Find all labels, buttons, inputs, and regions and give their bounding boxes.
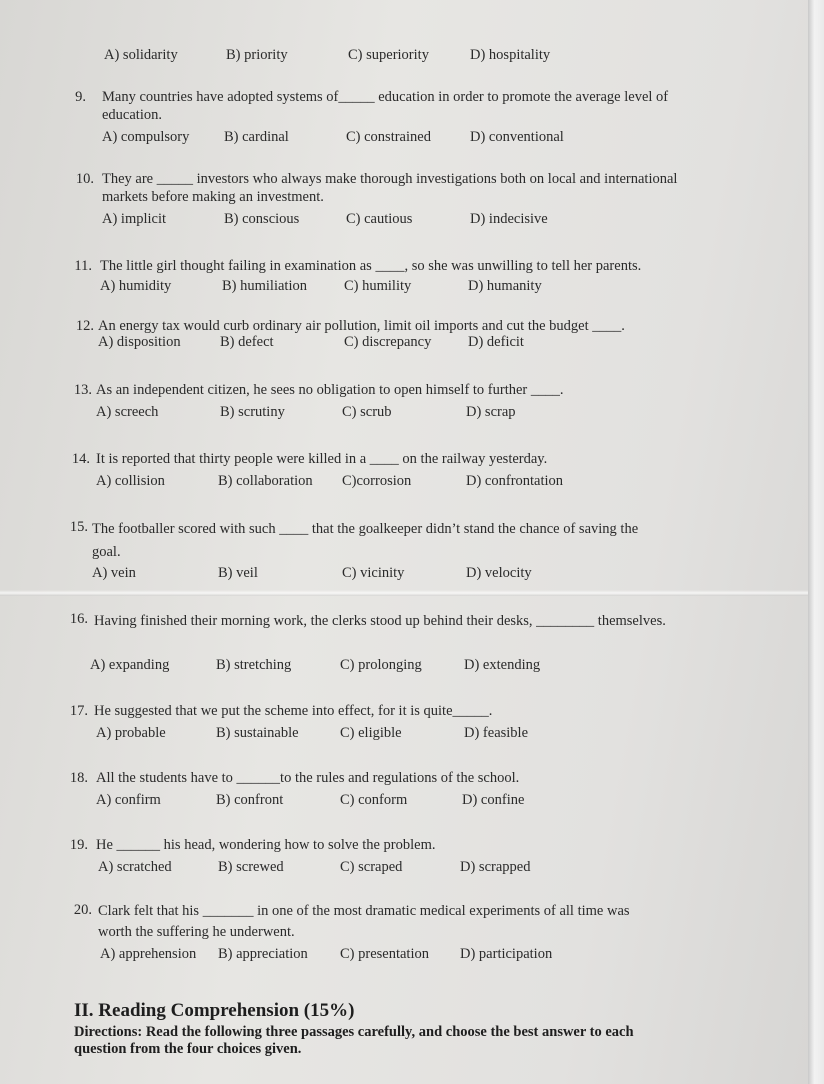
option-a: A) vein [92, 565, 136, 581]
option-a: A) collision [96, 473, 165, 489]
option-b: B) collaboration [218, 473, 313, 489]
option-d: D) humanity [468, 278, 542, 294]
question-stem: Many countries have adopted systems of_____ education in order to promote the average level of education. [102, 89, 669, 123]
question-number: 15. [69, 519, 88, 535]
option-c: C) scraped [340, 859, 403, 875]
question-number: 13. [73, 382, 92, 398]
option-b: B) screwed [218, 859, 284, 875]
question-number: 9. [75, 89, 86, 105]
question-number: 12. [75, 318, 94, 334]
option-c: C) discrepancy [344, 334, 432, 350]
option-b: B) veil [218, 565, 258, 581]
option-b: B) scrutiny [220, 404, 285, 420]
question-number: 14. [71, 451, 90, 467]
option-d: D) confine [462, 792, 525, 808]
option-c: C)corrosion [342, 473, 412, 489]
option-b: B) appreciation [218, 946, 308, 962]
option-c: C) prolonging [340, 657, 422, 673]
option-d: D) confrontation [466, 473, 564, 489]
question-number: 11. [74, 258, 92, 274]
option-a: A) humidity [100, 278, 172, 294]
option-d: D) hospitality [470, 47, 551, 63]
option-c: C) presentation [340, 946, 429, 962]
question-number: 17. [69, 703, 88, 719]
option-d: D) extending [464, 657, 541, 673]
paper-fold [0, 590, 808, 596]
option-d: D) feasible [464, 725, 529, 741]
question-stem: He ______ his head, wondering how to solve the problem. [96, 837, 436, 853]
option-a: A) screech [96, 404, 159, 420]
option-b: B) stretching [216, 657, 292, 673]
page-edge [808, 0, 824, 1084]
section-title: II. Reading Comprehension (15%) [74, 1000, 355, 1021]
question-stem: It is reported that thirty people were killed in a ____ on the railway yesterday. [96, 451, 548, 467]
option-b: B) cardinal [224, 129, 289, 145]
question-stem: As an independent citizen, he sees no obligation to open himself to further ____. [96, 382, 564, 398]
option-b: B) sustainable [216, 725, 299, 741]
option-b: B) priority [226, 47, 288, 63]
option-a: A) probable [96, 725, 166, 741]
option-d: D) participation [460, 946, 553, 962]
option-d: D) deficit [468, 334, 524, 350]
question-number: 16. [69, 611, 88, 627]
option-a: A) scratched [98, 859, 172, 875]
option-c: C) superiority [348, 47, 429, 63]
question-number: 10. [75, 171, 94, 187]
section-directions: Directions: Read the following three passages carefully, and choose the best answer to each question from the four choices given. [74, 1024, 634, 1057]
question-stem: Having finished their morning work, the clerks stood up behind their desks, ________ themselves. [94, 613, 666, 629]
option-a: A) expanding [90, 657, 170, 673]
option-a: A) confirm [96, 792, 161, 808]
option-a: A) disposition [98, 334, 181, 350]
option-a: A) compulsory [102, 129, 190, 145]
question-stem: The little girl thought failing in examination as ____, so she was unwilling to tell her parents. [100, 258, 642, 274]
question-number: 20. [73, 902, 92, 918]
option-d: D) indecisive [470, 211, 548, 227]
question-stem: Clark felt that his _______ in one of the most dramatic medical experiments of all time was worth the suffering he underwent. [98, 903, 630, 940]
question-number: 19. [69, 837, 88, 853]
option-b: B) humiliation [222, 278, 307, 294]
option-c: C) humility [344, 278, 412, 294]
option-a: A) solidarity [104, 47, 178, 63]
question-number: 18. [69, 770, 88, 786]
question-stem: All the students have to ______to the rules and regulations of the school. [96, 770, 520, 786]
option-b: B) conscious [224, 211, 300, 227]
option-a: A) implicit [102, 211, 167, 227]
option-c: C) cautious [346, 211, 413, 227]
option-c: C) scrub [342, 404, 392, 420]
option-d: D) scrapped [460, 859, 531, 875]
question-stem: They are _____ investors who always make thorough investigations both on local and international markets before making an investment. [102, 171, 678, 205]
option-d: D) conventional [470, 129, 564, 145]
option-a: A) apprehension [100, 946, 197, 962]
question-stem: He suggested that we put the scheme into effect, for it is quite_____. [94, 703, 493, 719]
option-c: C) vicinity [342, 565, 405, 581]
question-stem: The footballer scored with such ____ that the goalkeeper didn’t stand the chance of saving the goal. [92, 521, 639, 560]
option-d: D) velocity [466, 565, 532, 581]
option-b: B) defect [220, 334, 274, 350]
option-d: D) scrap [466, 404, 516, 420]
option-c: C) conform [340, 792, 408, 808]
option-b: B) confront [216, 792, 284, 808]
question-stem: An energy tax would curb ordinary air pollution, limit oil imports and cut the budget ____. [98, 318, 625, 334]
option-c: C) eligible [340, 725, 402, 741]
option-c: C) constrained [346, 129, 431, 145]
